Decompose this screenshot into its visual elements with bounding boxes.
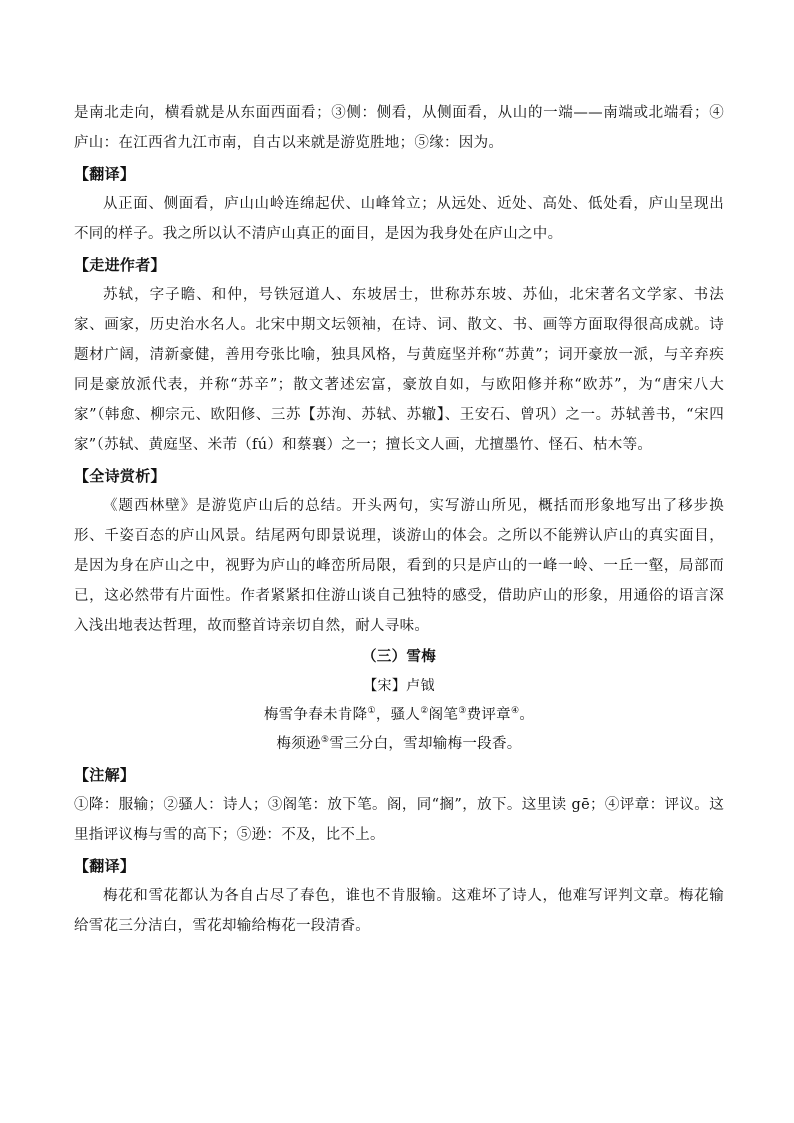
poem-text: 。 [519, 707, 535, 723]
section-body: 《题西林壁》是游览庐山后的总结。开头两句，实写游山所见，概括而形象地写出了移步换形、千姿百态的庐山风景。结尾两句即景说理，谈游山的体会。之所以不能辨认庐山的真实面目，是因为身在庐山之中，视野为庐山的峰峦所局限，看到的只是庐山的一峰一岭、一丘一壑，局部而已，这必然带有片面性。作者紧紧扣住游山谈自己独特的感受，借助庐山的形象，用通俗的语言深入浅出地表达哲理，故而整首诗亲切自然，耐人寻味。 [74, 498, 724, 634]
section-heading: 【翻译】 [74, 165, 136, 183]
poem-block [74, 643, 724, 759]
poem-text: 阁笔 [428, 707, 459, 723]
footnote-marker: ③ [458, 706, 467, 717]
poem-text: 梅雪争春未肯降 [263, 707, 368, 723]
section-appreciation [74, 461, 724, 641]
section-heading: 【注解】 [74, 766, 136, 784]
poem-text: 雪三分白，雪却输梅一段香。 [329, 736, 522, 752]
section-author [74, 250, 724, 460]
section-heading: 【全诗赏析】 [74, 467, 166, 485]
section-body: 梅花和雪花都认为各自占尽了春色，谁也不肯服输。这难坏了诗人，他难写评判文章。梅花输给雪花三分洁白，雪花却输给梅花一段清香。 [74, 888, 724, 934]
continued-note: 是南北走向，横看就是从东面西面看；③侧：侧看，从侧面看，从山的一端——南端或北端看；④庐山：在江西省九江市南，自古以来就是游览胜地；⑤缘：因为。 [74, 105, 724, 151]
section-heading: 【走进作者】 [74, 256, 166, 274]
section-notes [74, 760, 724, 850]
section-body: 苏轼，字子瞻、和仲，号铁冠道人、东坡居士，世称苏东坡、苏仙，北宋著名文学家、书法家、画家，历史治水名人。北宋中期文坛领袖，在诗、词、散文、书、画等方面取得很高成就。诗题材广阔，清新豪健，善用夸张比喻，独具风格，与黄庭坚并称“苏黄”；词开豪放一派，与辛弃疾同是豪放派代表，并称“苏辛”；散文著述宏富，豪放自如，与欧阳修并称“欧苏”，为“唐宋八大家”（韩愈、柳宗元、欧阳修、三苏【苏洵、苏轼、苏辙】、王安石、曾巩）之一。苏轼善书，“宋四家”（苏轼、黄庭坚、米芾（fú）和蔡襄）之一；擅长文人画，尤擅墨竹、怪石、枯木等。 [74, 287, 724, 453]
poem-text: ，骚人 [375, 707, 421, 723]
section-translation-2 [74, 851, 724, 941]
poem-author: 【宋】卢钺 [363, 678, 435, 694]
section-body: ①降：服输；②骚人：诗人；③阁笔：放下笔。阁，同“搁”，放下。这里读 gē；④评章：评议。这里指评议梅与雪的高下；⑤逊：不及，比不上。 [74, 797, 724, 843]
poem-line-2 [74, 730, 724, 759]
section-body: 从正面、侧面看，庐山山岭连绵起伏、山峰耸立；从远处、近处、高处、低处看，庐山呈现出不同的样子。我之所以认不清庐山真正的面目，是因为我身处在庐山之中。 [74, 196, 724, 242]
section-heading: 【翻译】 [74, 857, 136, 875]
footnote-marker: ④ [510, 706, 520, 717]
footnote-marker: ① [367, 706, 376, 717]
section-translation-1 [74, 159, 724, 249]
footnote-marker: ⑤ [320, 735, 330, 746]
poem-text: 费评章 [466, 707, 511, 723]
document-page [74, 98, 724, 941]
poem-title: （三）雪梅 [362, 649, 436, 665]
footnote-marker: ② [420, 706, 429, 717]
poem-text: 梅须逊 [276, 736, 321, 752]
poem-line-1 [74, 701, 724, 730]
